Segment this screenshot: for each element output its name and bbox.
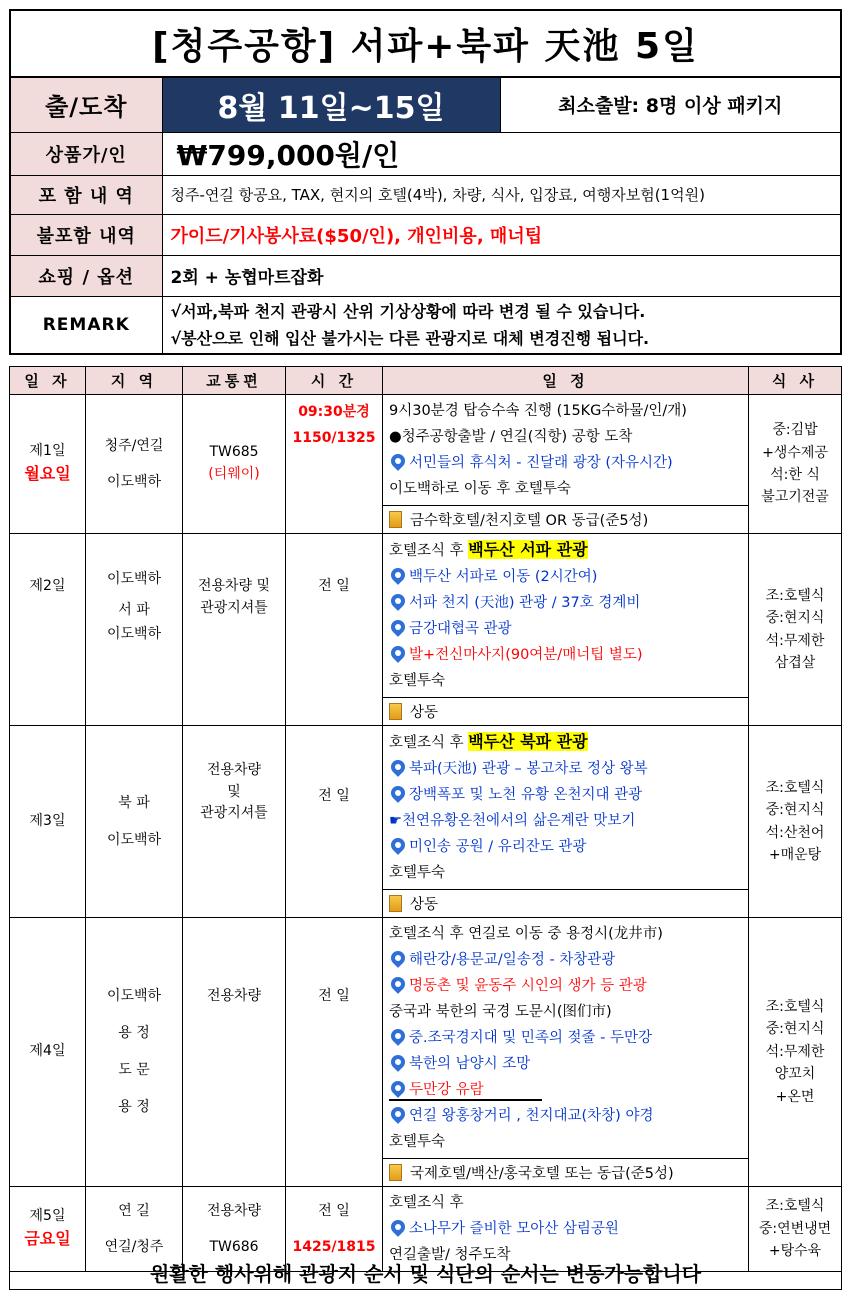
schedule-line: ☛천연유황온천에서의 삶은계란 맛보기 [389,813,636,829]
meal-line: +온면 [775,1088,815,1105]
highlight-text: 백두산 서파 관광 [468,540,588,559]
meal-line: +매운탕 [768,846,822,863]
time-line: 전 일 [318,788,350,804]
meal-line: 중:김밥 [772,422,818,439]
region-line: 도 문 [118,1062,150,1078]
transport-line: TW685 [209,444,259,461]
meal-line: 조:호텔식 [765,999,825,1016]
meal-line: 석:한 식 [770,467,820,483]
location-pin-icon [388,1104,408,1124]
region-line: 이도백하 [106,571,162,587]
schedule-cell [383,726,749,918]
transport-line: 관광지셔틀 [200,805,268,822]
col-region: 지 역 [86,367,183,395]
transport-line: 전용차량 [206,1202,262,1219]
remark-line-1: √서파,북파 천지 관광시 산위 기상상황에 따라 변경 될 수 있습니다. [170,301,646,321]
schedule-line: 중.조국경지대 및 민족의 젖줄 - 두만강 [409,1030,652,1046]
col-time: 시 간 [286,367,383,395]
region-cell [86,918,183,1187]
time-cell [286,726,383,918]
day-cell [10,918,86,1187]
schedule-line: 9시30분경 탑승수속 진행 (15KG수하물/인/개) [389,403,687,419]
remark-value [162,296,841,354]
transport-cell [183,534,286,726]
meal-line: 중:연변냉면 [758,1220,832,1237]
location-pin-icon [388,948,408,968]
schedule-line: 호텔조식 후 [389,735,469,751]
meal-line: 석:무제한 [765,1043,825,1060]
dates-label: 출/도착 [10,77,162,132]
hotel-text: 상동 [410,705,439,721]
day-label: 제1일 [29,442,66,459]
transport-line: 관광지셔틀 [200,599,268,616]
included-value: 청주-연길 항공요, TAX, 현지의 호텔(4박), 차량, 식사, 입장료, 여행자보험(1억원) [162,175,841,214]
time-line: 전 일 [318,1202,350,1219]
schedule-line: 서민들의 휴식처 - 진달래 광장 (자유시간) [409,455,673,471]
time-line: 전 일 [318,988,350,1004]
header-block [9,9,842,355]
meal-line: 석:무제한 [765,632,825,649]
time-line: 09:30분경 [298,404,370,420]
schedule-line: 호텔투숙 [389,1134,446,1150]
day-row [10,395,842,534]
location-pin-icon [388,974,408,994]
meal-line: 삼겹살 [774,654,816,671]
location-pin-icon [388,1026,408,1046]
transport-line: 및 [227,783,241,800]
shopping-label: 쇼핑 / 옵션 [10,255,162,296]
transport-line: 전용차량 및 [197,578,271,594]
schedule-line: 서파 천지 (天池) 관광 / 37호 경계비 [409,595,641,611]
schedule-line: ●청주공항출발 / 연길(직항) 공항 도착 [389,429,633,445]
hotel-text: 금수학호텔/천지호텔 OR 동급(준5성) [410,513,649,529]
price-label: 상품가/인 [10,132,162,175]
weekday-label: 월요일 [24,464,71,484]
excluded-value: 가이드/기사봉사료($50/인), 개인비용, 매너팁 [162,214,841,255]
transport-line: 전용차량 [206,762,262,778]
meal-line: 중:현지식 [765,610,825,627]
col-meals: 식 사 [749,367,842,395]
remark-label: REMARK [10,296,162,354]
meal-line: 중:현지식 [765,1021,825,1038]
schedule-line: 호텔조식 후 연길로 이동 중 용정시(龙井市) [389,926,663,942]
location-pin-icon [388,643,408,663]
min-departure: 최소출발: 8명 이상 패키지 [500,77,841,132]
schedule-line: 호텔조식 후 [389,1195,464,1211]
time-line: 1150/1325 [292,430,376,446]
col-schedule: 일 정 [383,367,749,395]
transport-cell [183,726,286,918]
highlight-text: 백두산 북파 관광 [468,732,588,751]
remark-line-2: √봉산으로 인해 입산 불가시는 다른 관광지로 대체 변경진행 됩니다. [170,328,650,348]
schedule-line: 호텔투숙 [389,673,446,689]
location-pin-icon [388,1052,408,1072]
location-pin-icon [388,565,408,585]
day-row [10,534,842,726]
schedule-line: 연길 왕홍창거리 , 천지대교(차창) 야경 [409,1108,654,1124]
schedule-line: 연길출발/ 청주도착 [389,1247,511,1263]
schedule-line: 장백폭포 및 노천 유황 온천지대 관광 [409,787,643,803]
included-label: 포 함 내 역 [10,175,162,214]
location-pin-icon [388,617,408,637]
schedule-line: 호텔투숙 [389,865,446,881]
schedule-line: 호텔조식 후 [389,543,469,559]
price-value: ₩799,000원/인 [162,132,841,175]
schedule-cell [383,534,749,726]
schedule-line: 북한의 남양시 조망 [409,1056,531,1072]
dates-value: 8월 11일~15일 [162,77,500,132]
meal-line: +탕수육 [768,1243,822,1260]
meal-cell [749,534,842,726]
schedule-line: 해란강/용문교/일송정 - 차창관광 [409,952,616,968]
time-line: 1425/1815 [292,1239,376,1255]
time-cell [286,534,383,726]
time-line: 전 일 [318,578,350,594]
schedule-line: 금강대협곡 관광 [409,621,512,637]
region-line: 서 파 [118,601,150,618]
region-cell [86,395,183,534]
time-cell [286,918,383,1187]
region-line: 청주/연길 [104,437,164,454]
schedule-line: 두만강 유람 [409,1082,484,1098]
schedule-cell [383,918,749,1187]
hotel-building-icon [389,895,402,912]
region-line: 용 정 [118,1099,150,1116]
transport-cell [183,918,286,1187]
day-row [10,918,842,1187]
excluded-label: 불포함 내역 [10,214,162,255]
schedule-line: 소나무가 즐비한 모아산 삼림공원 [409,1221,619,1237]
col-transport: 교통편 [183,367,286,395]
footer-note: 원활한 행사위해 관광지 순서 및 식단의 순서는 변동가능합니다 [9,1256,842,1290]
region-cell [86,726,183,918]
transport-line: 전용차량 [206,988,262,1004]
transport-cell [183,395,286,534]
meal-cell [749,726,842,918]
itinerary-table [9,366,842,1272]
region-line: 용 정 [118,1024,150,1041]
day-label: 제2일 [29,578,66,594]
transport-line: (티웨이) [208,466,260,482]
day-cell [10,534,86,726]
location-pin-icon [388,757,408,777]
shopping-value: 2회 + 농협마트잡화 [162,255,841,296]
location-pin-icon [388,591,408,611]
hotel-building-icon [389,703,402,720]
location-pin-icon [388,451,408,471]
page-title: [청주공항] 서파+북파 天池 5일 [9,9,842,76]
day-label: 제3일 [29,812,66,829]
schedule-cell [383,395,749,534]
region-cell [86,534,183,726]
transport-line: TW686 [209,1239,259,1255]
day-label: 제4일 [29,1043,66,1060]
hotel-text: 상동 [410,897,439,913]
region-line: 이도백하 [106,831,162,848]
meal-line: 불고기전골 [761,489,829,506]
hotel-text: 국제호텔/백산/홍국호텔 또는 동급(준5성) [410,1166,674,1182]
region-line: 이도백하 [106,987,162,1004]
day-cell [10,395,86,534]
meal-line: 석:산천어 [765,824,825,841]
schedule-line: 발+전신마사지(90여분/매너팁 별도) [409,647,643,663]
meal-line: 조:호텔식 [765,1198,825,1215]
schedule-line: 백두산 서파로 이동 (2시간여) [409,569,598,585]
schedule-line: 북파(天池) 관광 – 봉고차로 정상 왕복 [409,761,648,777]
location-pin-icon [388,1217,408,1237]
meal-line: 조:호텔식 [765,779,825,796]
region-line: 연 길 [118,1202,150,1219]
meal-line: 중:현지식 [765,802,825,819]
region-line: 북 파 [118,795,150,812]
hotel-building-icon [389,1164,402,1181]
location-pin-icon [388,1078,408,1098]
hotel-building-icon [389,511,402,528]
meal-line: 양꼬치 [774,1066,816,1083]
meal-line: 조:호텔식 [765,587,825,604]
weekday-label: 금요일 [24,1229,71,1249]
col-date: 일 자 [10,367,86,395]
schedule-line: 명동촌 및 윤동주 시인의 생가 등 관광 [409,978,647,994]
schedule-line: 미인송 공원 / 유리잔도 관광 [409,839,587,855]
location-pin-icon [388,835,408,855]
region-line: 이도백하 [106,625,162,642]
schedule-line: 중국과 북한의 국경 도문시(图们市) [389,1004,612,1020]
time-cell [286,395,383,534]
day-cell [10,726,86,918]
meal-line: +생수제공 [762,444,828,461]
info-table [9,76,842,355]
day-row [10,726,842,918]
region-line: 연길/청주 [104,1239,164,1255]
meal-cell [749,918,842,1187]
schedule-line: 이도백하로 이동 후 호텔투숙 [389,481,571,497]
day-label: 제5일 [29,1207,66,1224]
location-pin-icon [388,783,408,803]
region-line: 이도백하 [106,474,162,490]
meal-cell [749,395,842,534]
